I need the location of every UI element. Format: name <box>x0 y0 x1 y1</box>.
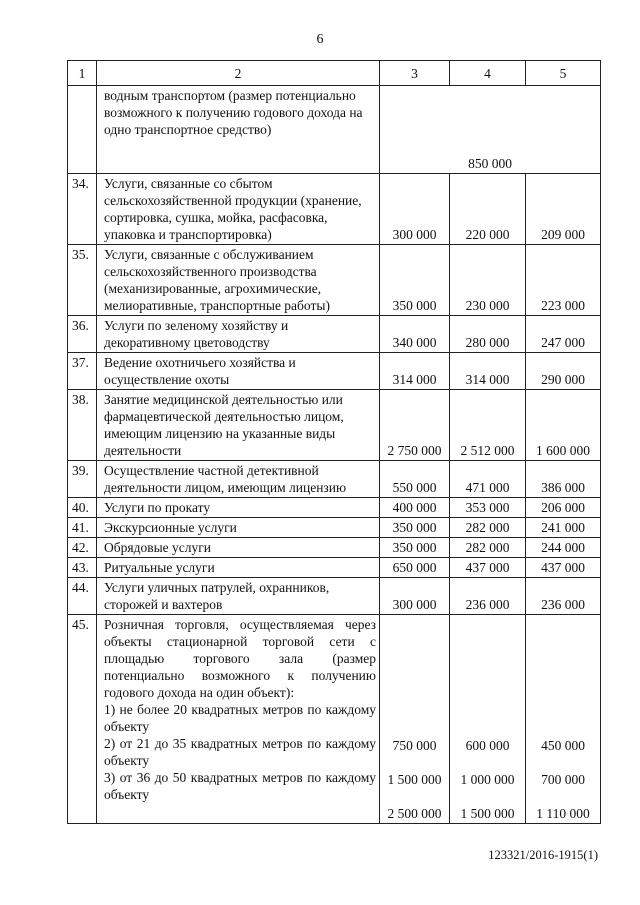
row-description: водным транспортом (размер потенциально возможного к получению годового дохода на одно транспортное средство) <box>97 86 380 174</box>
row45-item-2-v4: 1 000 000 <box>460 772 515 787</box>
merged-value: 850 000 <box>380 86 601 174</box>
page-number: 6 <box>316 32 324 47</box>
value-col-5: 244 000 <box>526 538 601 558</box>
value-col-5: 209 000 <box>526 174 601 245</box>
row-number: 34. <box>68 174 97 245</box>
continuation-row <box>68 86 601 174</box>
value-col-5: 290 000 <box>526 353 601 390</box>
row45-intro: Розничная торговля, осуществляемая через объекты стационарной торговой сети с площадью торгового зала (размер потенциально возможного к получению годового дохода на один объект): <box>104 617 376 700</box>
row-number: 45. <box>68 615 97 824</box>
header-col-4: 4 <box>450 61 526 86</box>
document-code: 123321/2016-1915(1) <box>488 848 598 862</box>
value-col-5: 223 000 <box>526 245 601 316</box>
value-col-4: 282 000 <box>450 518 526 538</box>
value-col-5: 241 000 <box>526 518 601 538</box>
row45-item-3: 3) от 36 до 50 квадратных метров по каждому объекту <box>104 770 376 802</box>
value-col-3: 314 000 <box>380 353 450 390</box>
row-description: Ведение охотничьего хозяйства и осуществление охоты <box>97 353 380 390</box>
value-col-3: 300 000 <box>380 174 450 245</box>
table-row <box>68 316 601 353</box>
value-col-4: 230 000 <box>450 245 526 316</box>
value-col-4: 236 000 <box>450 578 526 615</box>
row-description: Экскурсионные услуги <box>97 518 380 538</box>
row45-item-3-v5: 1 110 000 <box>536 806 590 821</box>
value-col-3 <box>380 615 450 824</box>
value-col-4: 471 000 <box>450 461 526 498</box>
value-col-3: 400 000 <box>380 498 450 518</box>
tariff-table <box>67 60 601 824</box>
row-number-empty <box>68 86 97 174</box>
table-row <box>68 518 601 538</box>
value-col-5: 437 000 <box>526 558 601 578</box>
row-number: 41. <box>68 518 97 538</box>
value-col-4: 220 000 <box>450 174 526 245</box>
row-number: 38. <box>68 390 97 461</box>
row-description: Услуги, связанные со сбытом сельскохозяйственной продукции (хранение, сортировка, сушка, мойка, расфасовка, упаковка и транспортировка) <box>97 174 380 245</box>
value-col-3: 350 000 <box>380 518 450 538</box>
value-col-3: 350 000 <box>380 538 450 558</box>
header-col-5: 5 <box>526 61 601 86</box>
row-description: Услуги по прокату <box>97 498 380 518</box>
value-col-3: 300 000 <box>380 578 450 615</box>
table-row <box>68 558 601 578</box>
row45-item-3-v3: 2 500 000 <box>387 806 442 821</box>
row-number: 44. <box>68 578 97 615</box>
row45-item-1-v4: 600 000 <box>465 738 510 753</box>
value-col-3: 350 000 <box>380 245 450 316</box>
row-number: 40. <box>68 498 97 518</box>
header-col-2: 2 <box>97 61 380 86</box>
row45-item-2: 2) от 21 до 35 квадратных метров по каждому объекту <box>104 736 376 768</box>
row-description: Услуги уличных патрулей, охранников, сторожей и вахтеров <box>97 578 380 615</box>
value-col-4 <box>450 615 526 824</box>
value-col-5: 1 600 000 <box>526 390 601 461</box>
row-description: Услуги, связанные с обслуживанием сельскохозяйственного производства (механизированные, агрохимические, мелиоративные, транспортные работы) <box>97 245 380 316</box>
table-row <box>68 538 601 558</box>
row45-item-1: 1) не более 20 квадратных метров по каждому объекту <box>104 702 376 734</box>
table-row-45 <box>68 615 601 824</box>
row-number: 39. <box>68 461 97 498</box>
header-col-1: 1 <box>68 61 97 86</box>
row-description: Осуществление частной детективной деятельности лицом, имеющим лицензию <box>97 461 380 498</box>
row-number: 35. <box>68 245 97 316</box>
row-number: 36. <box>68 316 97 353</box>
row-number: 43. <box>68 558 97 578</box>
value-col-5 <box>526 615 601 824</box>
row-description: Услуги по зеленому хозяйству и декоративному цветоводству <box>97 316 380 353</box>
table-row <box>68 461 601 498</box>
value-col-5: 236 000 <box>526 578 601 615</box>
value-col-4: 2 512 000 <box>450 390 526 461</box>
header-col-3: 3 <box>380 61 450 86</box>
row-number: 42. <box>68 538 97 558</box>
table-row <box>68 174 601 245</box>
row45-item-1-v3: 750 000 <box>392 738 437 753</box>
value-col-4: 314 000 <box>450 353 526 390</box>
header-row <box>68 61 601 86</box>
value-col-4: 353 000 <box>450 498 526 518</box>
row45-item-3-v4: 1 500 000 <box>460 806 515 821</box>
row45-item-2-v3: 1 500 000 <box>387 772 442 787</box>
row-description: Занятие медицинской деятельностью или фармацевтической деятельностью лицом, имеющим лицензию на указанные виды деятельности <box>97 390 380 461</box>
value-col-4: 282 000 <box>450 538 526 558</box>
row45-item-2-v5: 700 000 <box>541 772 585 787</box>
row-description <box>97 615 380 824</box>
value-col-5: 247 000 <box>526 316 601 353</box>
value-col-3: 340 000 <box>380 316 450 353</box>
value-col-3: 550 000 <box>380 461 450 498</box>
table-row <box>68 353 601 390</box>
table-row <box>68 578 601 615</box>
table-row <box>68 498 601 518</box>
value-col-5: 386 000 <box>526 461 601 498</box>
row45-item-1-v5: 450 000 <box>541 738 585 753</box>
row-description: Ритуальные услуги <box>97 558 380 578</box>
value-col-4: 280 000 <box>450 316 526 353</box>
value-col-5: 206 000 <box>526 498 601 518</box>
row-number: 37. <box>68 353 97 390</box>
row-description: Обрядовые услуги <box>97 538 380 558</box>
value-col-4: 437 000 <box>450 558 526 578</box>
value-col-3: 2 750 000 <box>380 390 450 461</box>
table-row <box>68 390 601 461</box>
value-col-3: 650 000 <box>380 558 450 578</box>
table-row <box>68 245 601 316</box>
